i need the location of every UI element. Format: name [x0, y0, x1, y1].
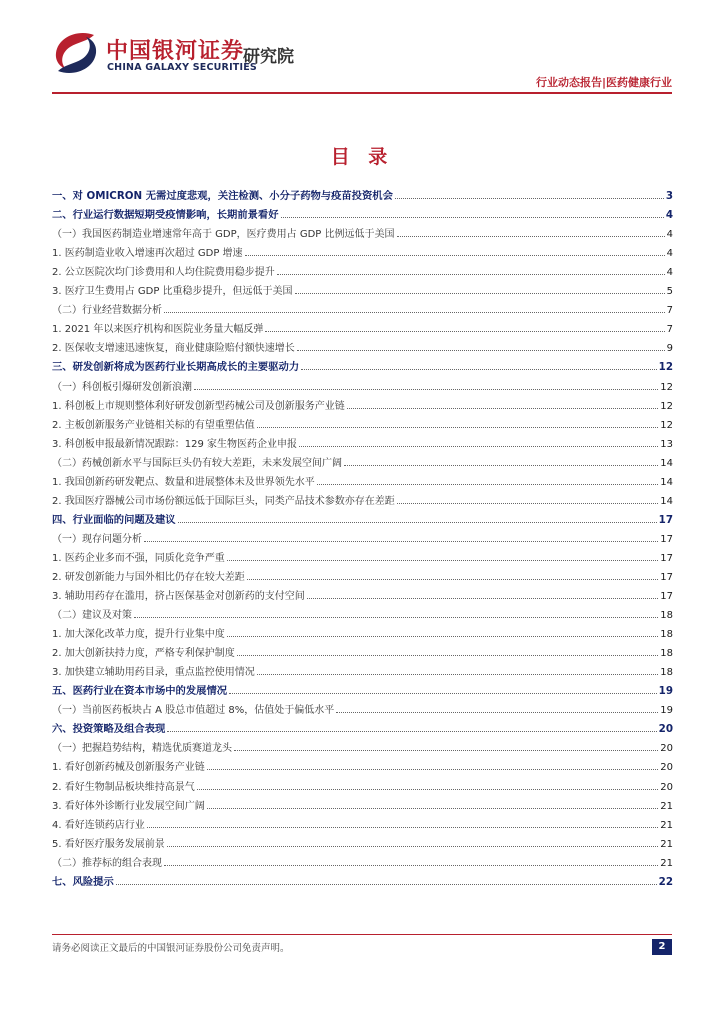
toc-entry[interactable]	[52, 469, 673, 488]
toc-entry-label[interactable]: 3. 加快建立辅助用药目录，重点监控使用情况	[52, 667, 255, 679]
toc-entry-label[interactable]: 2. 医保收支增速迅速恢复，商业健康险赔付额快速增长	[52, 343, 295, 355]
toc-entry[interactable]	[52, 697, 673, 716]
toc-entry-label[interactable]: （二）行业经营数据分析	[52, 305, 162, 317]
toc-entry[interactable]	[52, 373, 673, 392]
toc-entry-label[interactable]: 5. 看好医疗服务发展前景	[52, 838, 165, 850]
toc-entry-page[interactable]: 17	[660, 571, 673, 583]
toc-entry-label[interactable]: 1. 加大深化改革力度，提升行业集中度	[52, 629, 225, 641]
toc-dot-leader	[307, 598, 659, 599]
page-header	[0, 0, 724, 95]
toc-entry-label[interactable]: （一）现存问题分析	[52, 533, 142, 545]
toc-dot-leader	[344, 465, 658, 466]
toc-dot-leader	[317, 484, 659, 485]
toc-entry-label[interactable]: 1. 看好创新药械及创新服务产业链	[52, 762, 205, 774]
table-of-contents	[52, 183, 673, 888]
toc-dot-leader	[229, 693, 657, 694]
galaxy-logo-icon	[50, 27, 102, 79]
toc-entry-label[interactable]: （一）我国医药制造业增速常年高于 GDP，医疗费用占 GDP 比例远低于美国	[52, 229, 395, 241]
toc-entry-label[interactable]: 三、研发创新将成为医药行业长期高成长的主要驱动力	[52, 361, 300, 374]
toc-entry[interactable]	[52, 316, 673, 335]
toc-entry-label[interactable]: 2. 公立医院次均门诊费用和人均住院费用稳步提升	[52, 267, 275, 279]
toc-entry[interactable]	[52, 354, 673, 373]
toc-entry-label[interactable]: （二）药械创新水平与国际巨头仍有较大差距，未来发展空间广阔	[52, 457, 342, 469]
toc-entry-page[interactable]: 12	[658, 361, 673, 374]
toc-entry-page[interactable]: 17	[658, 513, 673, 526]
toc-entry-page[interactable]: 4	[665, 209, 673, 222]
toc-entry[interactable]	[52, 831, 673, 850]
toc-entry-label[interactable]: 1. 我国创新药研发靶点、数量和进展整体未及世界领先水平	[52, 476, 315, 488]
toc-entry-page[interactable]: 19	[660, 705, 673, 717]
toc-dot-leader	[147, 827, 659, 828]
toc-entry[interactable]	[52, 659, 673, 678]
toc-entry[interactable]	[52, 564, 673, 583]
toc-entry-page[interactable]: 4	[666, 248, 673, 260]
toc-entry-page[interactable]: 18	[660, 667, 673, 679]
toc-entry[interactable]	[52, 183, 673, 202]
toc-entry-page[interactable]: 21	[660, 838, 673, 850]
toc-entry-label[interactable]: 1. 科创板上市规则整体利好研发创新型药械公司及创新服务产业链	[52, 400, 345, 412]
toc-dot-leader	[178, 522, 657, 523]
toc-entry-label[interactable]: （二）建议及对策	[52, 610, 132, 622]
toc-entry-page[interactable]: 14	[660, 457, 673, 469]
toc-entry-label[interactable]: 2. 加大创新扶持力度，严格专利保护制度	[52, 648, 235, 660]
toc-entry[interactable]	[52, 583, 673, 602]
toc-entry-label[interactable]: 一、对 OMICRON 无需过度悲观，关注检测、小分子药物与疫苗投资机会	[52, 190, 393, 203]
toc-entry[interactable]	[52, 754, 673, 773]
toc-entry[interactable]	[52, 640, 673, 659]
toc-entry-page[interactable]: 5	[666, 286, 673, 298]
toc-entry-page[interactable]: 18	[660, 648, 673, 660]
toc-entry-page[interactable]: 18	[660, 629, 673, 641]
toc-dot-leader	[144, 541, 658, 542]
toc-entry-label[interactable]: （一）科创板引爆研发创新浪潮	[52, 381, 192, 393]
toc-entry[interactable]	[52, 240, 673, 259]
footer-divider	[52, 934, 672, 935]
toc-dot-leader	[116, 884, 657, 885]
toc-entry-label[interactable]: 六、投资策略及组合表现	[52, 723, 166, 736]
toc-entry[interactable]	[52, 602, 673, 621]
toc-dot-leader	[207, 769, 659, 770]
toc-entry[interactable]	[52, 545, 673, 564]
toc-entry-page[interactable]: 20	[660, 743, 673, 755]
toc-entry-page[interactable]: 4	[666, 229, 673, 241]
toc-entry[interactable]	[52, 621, 673, 640]
toc-entry[interactable]	[52, 221, 673, 240]
toc-entry-page[interactable]: 21	[660, 800, 673, 812]
toc-entry[interactable]	[52, 735, 673, 754]
toc-entry-label[interactable]: 2. 看好生物制品板块维持高景气	[52, 781, 195, 793]
toc-dot-leader	[197, 789, 659, 790]
toc-entry-label[interactable]: 1. 医药制造业收入增速再次超过 GDP 增速	[52, 248, 243, 260]
toc-dot-leader	[134, 617, 658, 618]
toc-dot-leader	[234, 750, 658, 751]
brand-department: 研究院	[243, 47, 294, 67]
toc-entry-label[interactable]: （一）把握趋势结构，精选优质赛道龙头	[52, 743, 232, 755]
toc-entry-page[interactable]: 7	[666, 305, 673, 317]
toc-entry[interactable]	[52, 526, 673, 545]
toc-entry-page[interactable]: 17	[660, 533, 673, 545]
toc-entry[interactable]	[52, 412, 673, 431]
toc-entry[interactable]	[52, 678, 673, 697]
toc-dot-leader	[194, 389, 658, 390]
brand-name-en: CHINA GALAXY SECURITIES	[107, 62, 257, 73]
toc-dot-leader	[167, 846, 659, 847]
toc-dot-leader	[247, 579, 659, 580]
toc-entry-page[interactable]: 9	[666, 343, 673, 355]
footer-disclaimer: 请务必阅读正文最后的中国银河证券股份公司免责声明。	[52, 943, 290, 954]
toc-entry[interactable]	[52, 869, 673, 888]
toc-dot-leader	[257, 674, 659, 675]
toc-entry-page[interactable]: 21	[660, 857, 673, 869]
toc-dot-leader	[297, 350, 665, 351]
toc-entry-page[interactable]: 3	[665, 190, 673, 203]
toc-entry-label[interactable]: 2. 我国医疗器械公司市场份额远低于国际巨头，同类产品技术参数亦存在差距	[52, 495, 395, 507]
toc-entry-label[interactable]: 2. 主板创新服务产业链相关标的有望重塑估值	[52, 419, 255, 431]
toc-dot-leader	[237, 655, 659, 656]
toc-dot-leader	[277, 274, 665, 275]
toc-entry-page[interactable]: 22	[658, 875, 673, 888]
toc-entry-label[interactable]: （二）推荐标的组合表现	[52, 857, 162, 869]
toc-entry[interactable]	[52, 297, 673, 316]
toc-entry-page[interactable]: 18	[660, 610, 673, 622]
toc-entry[interactable]	[52, 850, 673, 869]
toc-entry-page[interactable]: 7	[666, 324, 673, 336]
toc-dot-leader	[347, 408, 659, 409]
toc-entry[interactable]	[52, 259, 673, 278]
toc-entry-label[interactable]: 1. 2021 年以来医疗机构和医院业务量大幅反弹	[52, 324, 264, 336]
toc-entry-page[interactable]: 20	[660, 762, 673, 774]
toc-entry-page[interactable]: 20	[660, 781, 673, 793]
toc-dot-leader	[207, 808, 659, 809]
toc-dot-leader	[301, 369, 657, 370]
toc-entry[interactable]	[52, 488, 673, 507]
toc-dot-leader	[295, 293, 665, 294]
toc-entry[interactable]	[52, 812, 673, 831]
toc-entry-label[interactable]: 3. 看好体外诊断行业发展空间广阔	[52, 800, 205, 812]
toc-dot-leader	[397, 503, 659, 504]
toc-entry[interactable]	[52, 450, 673, 469]
toc-dot-leader	[164, 865, 658, 866]
toc-entry-label[interactable]: （一）当前医药板块占 A 股总市值超过 8%，估值处于偏低水平	[52, 705, 335, 717]
page-number: 2	[652, 939, 672, 955]
toc-entry[interactable]	[52, 335, 673, 354]
toc-dot-leader	[395, 198, 664, 199]
toc-entry-label[interactable]: 二、行业运行数据短期受疫情影响，长期前景看好	[52, 209, 279, 222]
header-divider	[52, 92, 672, 94]
toc-entry-page[interactable]: 14	[660, 495, 673, 507]
toc-entry-label[interactable]: 四、行业面临的问题及建议	[52, 513, 176, 526]
toc-entry[interactable]	[52, 202, 673, 221]
toc-entry-label[interactable]: 4. 看好连锁药店行业	[52, 819, 145, 831]
toc-entry[interactable]	[52, 793, 673, 812]
toc-entry-page[interactable]: 17	[660, 552, 673, 564]
report-type-label: 行业动态报告|医药健康行业	[535, 76, 672, 89]
toc-entry-page[interactable]: 21	[660, 819, 673, 831]
toc-dot-leader	[299, 446, 658, 447]
toc-dot-leader	[257, 427, 659, 428]
toc-dot-leader	[227, 636, 659, 637]
toc-dot-leader	[167, 731, 656, 732]
toc-dot-leader	[245, 255, 665, 256]
toc-entry[interactable]	[52, 278, 673, 297]
toc-dot-leader	[265, 331, 664, 332]
toc-dot-leader	[336, 712, 658, 713]
toc-entry[interactable]	[52, 773, 673, 792]
toc-entry-page[interactable]: 20	[658, 723, 673, 736]
toc-entry[interactable]	[52, 507, 673, 526]
toc-title: 目 录	[330, 146, 394, 168]
toc-entry-label[interactable]: 3. 科创板申报最新情况跟踪：129 家生物医药企业申报	[52, 438, 297, 450]
toc-entry-page[interactable]: 14	[660, 476, 673, 488]
toc-dot-leader	[397, 236, 665, 237]
toc-entry-label[interactable]: 3. 辅助用药存在滥用，挤占医保基金对创新药的支付空间	[52, 591, 305, 603]
toc-entry-label[interactable]: 3. 医疗卫生费用占 GDP 比重稳步提升，但远低于美国	[52, 286, 293, 298]
toc-entry-page[interactable]: 12	[660, 419, 673, 431]
brand-name-cn: 中国银河证券	[106, 39, 245, 64]
toc-entry[interactable]	[52, 393, 673, 412]
toc-entry-page[interactable]: 17	[660, 591, 673, 603]
toc-entry-page[interactable]: 13	[660, 438, 673, 450]
toc-entry[interactable]	[52, 431, 673, 450]
toc-entry-label[interactable]: 2. 研发创新能力与国外相比仍存在较大差距	[52, 571, 245, 583]
toc-dot-leader	[227, 560, 659, 561]
toc-entry-page[interactable]: 12	[660, 400, 673, 412]
toc-dot-leader	[281, 217, 664, 218]
toc-entry-page[interactable]: 4	[666, 267, 673, 279]
toc-entry[interactable]	[52, 716, 673, 735]
toc-entry-page[interactable]: 19	[658, 685, 673, 698]
toc-entry-page[interactable]: 12	[660, 381, 673, 393]
toc-entry-label[interactable]: 1. 医药企业多而不强，同质化竞争严重	[52, 552, 225, 564]
toc-entry-label[interactable]: 五、医药行业在资本市场中的发展情况	[52, 685, 228, 698]
toc-dot-leader	[164, 312, 665, 313]
toc-entry-label[interactable]: 七、风险提示	[52, 875, 114, 888]
